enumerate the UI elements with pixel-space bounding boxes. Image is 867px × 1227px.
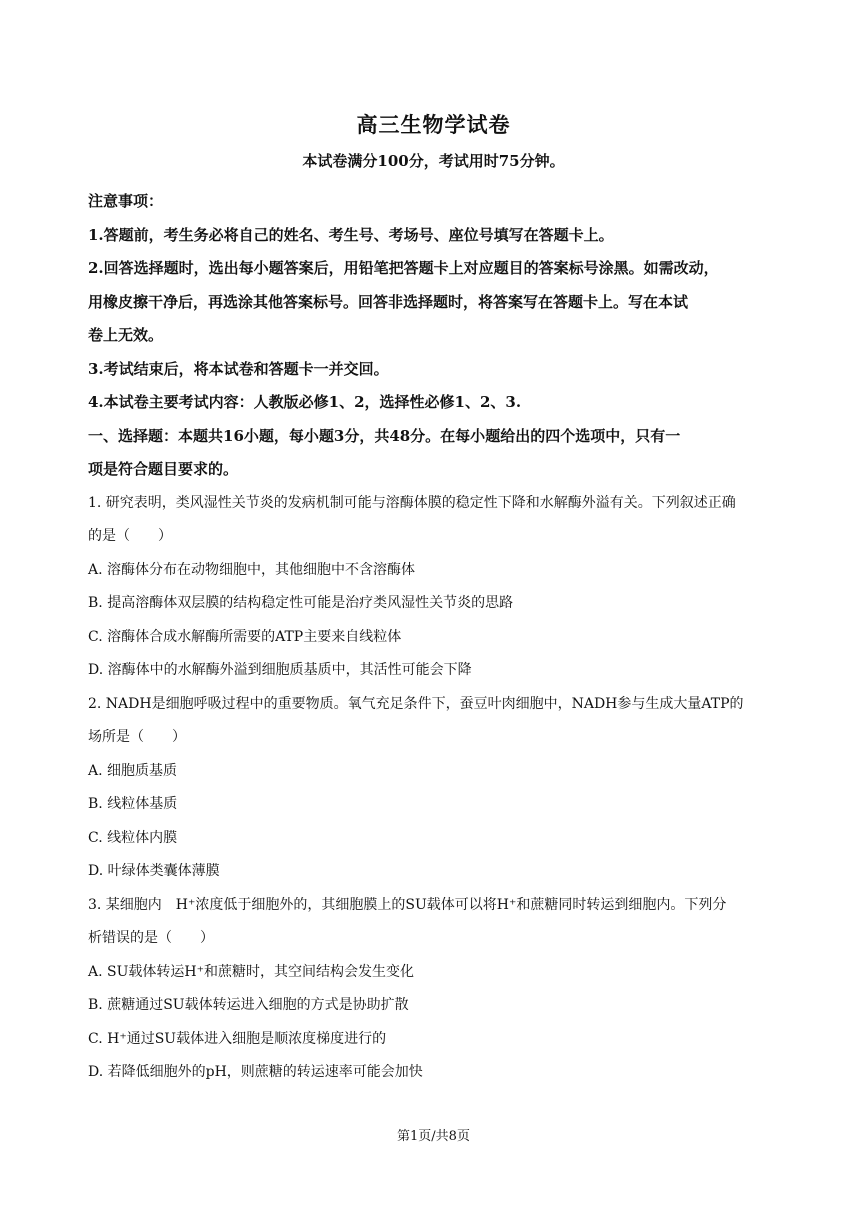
notice-item-1: 1.答题前，考生务必将自己的姓名、考生号、考场号、座位号填写在答题卡上。 [88,225,614,244]
notice-heading: 注意事项： [88,192,164,210]
question-2-stem-line-2: 场所是（ ） [88,729,186,745]
question-1-stem-line-1: 1. 研究表明，类风湿性关节炎的发病机制可能与溶酶体膜的稳定性下降和水解酶外溢有关。下列叙述正确 [88,494,736,511]
question-1-stem-line-2: 的是（ ） [88,528,172,544]
question-1-option-c: C. 溶酶体合成水解酶所需要的ATP主要来自线粒体 [88,628,402,645]
question-2-option-d: D. 叶绿体类囊体薄膜 [88,863,220,879]
question-3-option-b: B. 蔗糖通过SU载体转运进入细胞的方式是协助扩散 [88,997,409,1013]
question-2-option-c: C. 线粒体内膜 [88,829,178,846]
question-3-option-c: C. H⁺通过SU载体进入细胞是顺浓度梯度进行的 [88,1030,387,1047]
exam-body [88,185,800,1090]
question-2-option-b: B. 线粒体基质 [88,796,178,812]
section-heading-line-1: 一、选择题：本题共16小题，每小题3分，共48分。在每小题给出的四个选项中，只有一 [88,426,681,445]
question-1-option-d: D. 溶酶体中的水解酶外溢到细胞质基质中，其活性可能会下降 [88,662,472,678]
notice-item-3: 3.考试结束后，将本试卷和答题卡一并交回。 [88,359,389,378]
question-2-option-a: A. 细胞质基质 [88,762,178,779]
question-1-option-b: B. 提高溶酶体双层膜的结构稳定性可能是治疗类风湿性关节炎的思路 [88,595,514,611]
section-heading-line-2: 项是符合题目要求的。 [88,460,239,478]
exam-subtitle: 本试卷满分100分，考试用时75分钟。 [302,152,565,170]
question-3-option-d: D. 若降低细胞外的pH，则蔗糖的转运速率可能会加快 [88,1064,423,1080]
notice-item-2-line-2: 用橡皮擦干净后，再选涂其他答案标号。回答非选择题时，将答案写在答题卡上。写在本试 [88,292,689,311]
question-3-option-a: A. SU载体转运H⁺和蔗糖时，其空间结构会发生变化 [88,963,414,980]
exam-title: 高三生物学试卷 [356,112,511,137]
notice-item-4: 4.本试卷主要考试内容：人教版必修1、2，选择性必修1、2、3. [88,393,522,411]
question-3-stem-line-2: 析错误的是（ ） [88,930,214,946]
notice-item-2-line-1: 2.回答选择题时，选出每小题答案后，用铅笔把答题卡上对应题目的答案标号涂黑。如需改动， [88,259,719,277]
question-2-stem-line-1: 2. NADH是细胞呼吸过程中的重要物质。氧气充足条件下，蚕豆叶肉细胞中，NADH参与生成大量ATP的 [88,695,744,712]
question-1-option-a: A. 溶酶体分布在动物细胞中，其他细胞中不含溶酶体 [88,561,416,578]
notice-item-2-line-3: 卷上无效。 [88,326,164,344]
page-number: 第1页/共8页 [397,1129,470,1144]
question-3-stem-line-1: 3. 某细胞内 H⁺浓度低于细胞外的，其细胞膜上的SU载体可以将H⁺和蔗糖同时转运到细胞内。下列分 [88,896,727,913]
